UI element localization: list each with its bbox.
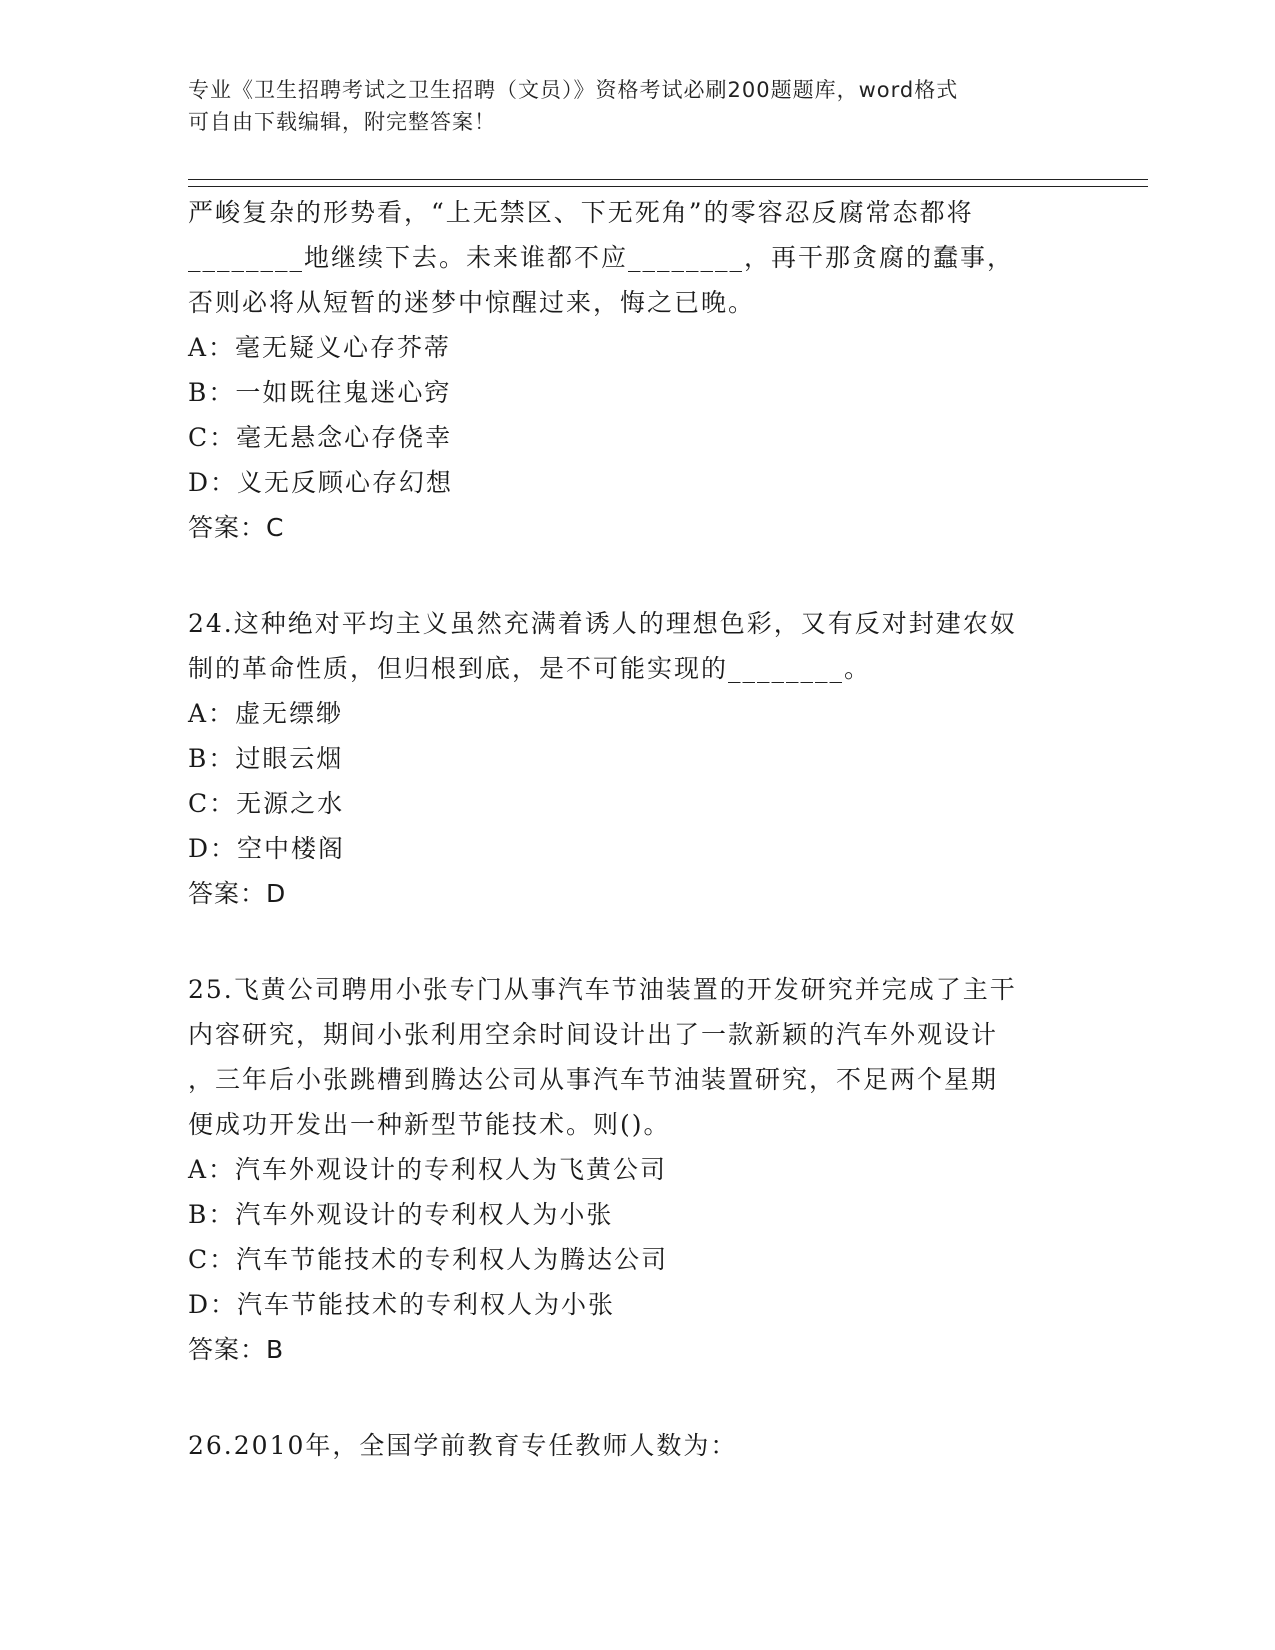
document-header — [188, 74, 1088, 138]
document-body — [188, 190, 1088, 1468]
question-stem-line: 严峻复杂的形势看，“上无禁区、下无死角”的零容忍反腐常态都将 — [188, 198, 974, 227]
option-a: A：毫无疑义心存芥蒂 — [188, 333, 452, 362]
question-block — [188, 967, 1088, 1373]
option-d: D：义无反顾心存幻想 — [188, 468, 454, 497]
header-title-line-1: 专业《卫生招聘考试之卫生招聘（文员）》资格考试必刷200题题库，word格式 — [188, 78, 959, 102]
question-stem-line: 制的革命性质，但归根到底，是不可能实现的________。 — [188, 654, 872, 683]
option-c: C：无源之水 — [188, 789, 345, 818]
question-stem-line: 便成功开发出一种新型节能技术。则()。 — [188, 1110, 671, 1139]
question-block — [188, 190, 1088, 551]
question-stem-line: 26.2010年，全国学前教育专任教师人数为： — [188, 1431, 738, 1460]
answer-line: 答案：D — [188, 879, 287, 908]
option-d: D：空中楼阁 — [188, 834, 346, 863]
option-a: A：汽车外观设计的专利权人为飞黄公司 — [188, 1155, 668, 1184]
question-stem-line: ________地继续下去。未来谁都不应________，再干那贪腐的蠢事， — [188, 243, 1015, 272]
question-stem-line: 25.飞黄公司聘用小张专门从事汽车节油装置的开发研究并完成了主干 — [188, 975, 1017, 1004]
question-stem-line: 24.这种绝对平均主义虽然充满着诱人的理想色彩，又有反对封建农奴 — [188, 609, 1017, 638]
question-stem-line: ，三年后小张跳槽到腾达公司从事汽车节油装置研究，不足两个星期 — [188, 1065, 999, 1094]
question-block — [188, 1423, 1088, 1468]
header-divider-bottom — [188, 186, 1148, 187]
option-b: B：一如既往鬼迷心窍 — [188, 378, 452, 407]
answer-line: 答案：C — [188, 513, 285, 542]
question-stem-line: 否则必将从短暂的迷梦中惊醒过来，悔之已晚。 — [188, 288, 756, 317]
header-title-line-2: 可自由下载编辑，附完整答案！ — [188, 110, 496, 134]
option-a: A：虚无缥缈 — [188, 699, 344, 728]
answer-line: 答案：B — [188, 1335, 285, 1364]
question-stem-line: 内容研究，期间小张利用空余时间设计出了一款新颖的汽车外观设计 — [188, 1020, 999, 1049]
option-c: C：汽车节能技术的专利权人为腾达公司 — [188, 1245, 669, 1274]
option-d: D：汽车节能技术的专利权人为小张 — [188, 1290, 616, 1319]
option-b: B：过眼云烟 — [188, 744, 344, 773]
option-c: C：毫无悬念心存侥幸 — [188, 423, 453, 452]
question-block — [188, 601, 1088, 917]
header-divider-top — [188, 179, 1148, 180]
option-b: B：汽车外观设计的专利权人为小张 — [188, 1200, 614, 1229]
